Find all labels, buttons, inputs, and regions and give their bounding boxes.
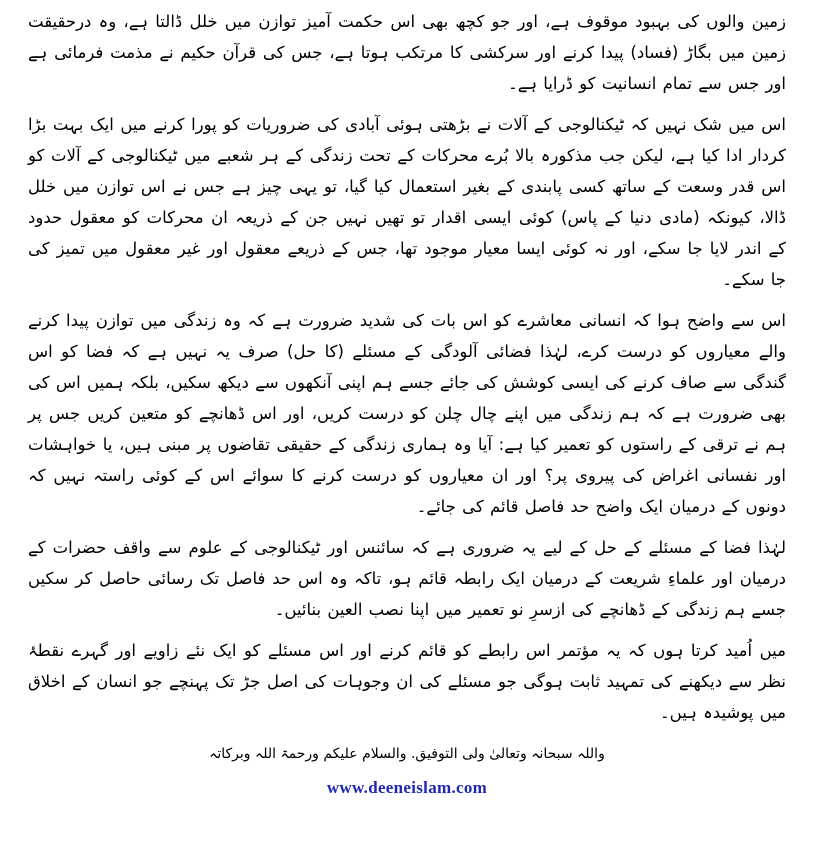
paragraph-5: میں اُمید کرتا ہوں کہ یہ مؤتمر اس رابطے کو قائم کرنے اور اس مسئلے کو ایک نئے زاویے اور گہرے نقطۂ نظر سے دیکھنے کی تمہید ثابت ہوگی جو مسئلے کی ان وجوہات کی اصل جڑ تک پہنچے جو انسان کے اخلاق میں پوشیدہ ہیں۔ bbox=[28, 641, 786, 722]
paragraph-4: لہٰذا فضا کے مسئلے کے حل کے لیے یہ ضروری ہے کہ سائنس اور ٹیکنالوجی کے علوم سے واقف حضرات کے درمیان اور علماءِ شریعت کے درمیان ایک رابطہ قائم ہو، تاکہ وہ اس حد فاصل تک رسائی حاصل کر سکیں جسے ہم زندگی کے ڈھانچے کی ازسرِ نو تعمیر میں اپنا نصب العین بنائیں۔ bbox=[28, 538, 786, 619]
website-link[interactable]: www.deeneislam.com bbox=[326, 778, 488, 797]
paragraph-3: اس سے واضح ہوا کہ انسانی معاشرے کو اس بات کی شدید ضرورت ہے کہ وہ زندگی میں توازن پیدا کرنے والے معیاروں کو درست کرے، لہٰذا فضائی آلودگی کے مسئلے (کا حل) صرف یہ نہیں ہے کہ فضا کو اس گندگی سے صاف کرنے کی ایسی کوشش کی جائے جسے ہم اپنی آنکھوں سے دیکھ سکیں، بلکہ ہمیں اس کی بھی ضرورت ہے کہ ہم زندگی میں اپنے چال چلن کو درست کریں، اور اس ڈھانچے کو متعین کریں جس پر ہم نے ترقی کے راستوں کو تعمیر کیا ہے: آیا وہ ہماری زندگی کے حقیقی تقاضوں پر مبنی ہیں، یا خواہشات اور نفسانی اغراض کی پیروی پر؟ اور ان معیاروں کو درست کرنے کا سوائے اس کے کوئی راستہ نہیں کہ دونوں کے درمیان ایک واضح حد فاصل قائم کی جائے۔ bbox=[28, 311, 786, 516]
closing-salutation: واللہ سبحانہ وتعالیٰ ولی التوفیق. والسلام علیکم ورحمۃ اللہ وبرکاتہ bbox=[209, 746, 605, 762]
document-page bbox=[28, 6, 786, 856]
paragraph-2: اس میں شک نہیں کہ ٹیکنالوجی کے آلات نے بڑھتی ہوئی آبادی کی ضروریات کو پورا کرنے میں ایک بہت بڑا کردار ادا کیا ہے، لیکن جب مذکورہ بالا بُرے محرکات کے تحت زندگی کے ہر شعبے میں ٹیکنالوجی کے آلات کو اس قدر وسعت کے ساتھ کسی پابندی کے بغیر استعمال کیا گیا، تو یہی چیز ہے جس نے اس توازن میں خلل ڈالا، کیونکہ (مادی دنیا کے پاس) کوئی ایسی اقدار تو تھیں نہیں جن کے ذریعہ ان محرکات کو معقول حدود کے اندر لایا جا سکے، اور نہ کوئی ایسا معیار موجود تھا، جس کے ذریعے معقول اور غیر معقول میں تمیز کی جا سکے۔ bbox=[28, 115, 786, 289]
paragraph-1: زمین والوں کی بہبود موقوف ہے، اور جو کچھ بھی اس حکمت آمیز توازن میں خلل ڈالتا ہے، وہ درحقیقت زمین میں بگاڑ (فساد) پیدا کرنے اور سرکشی کا مرتکب ہوتا ہے، جس کی قرآن حکیم نے مذمت فرمائی ہے اور جس سے تمام انسانیت کو ڈرایا ہے۔ bbox=[28, 12, 786, 93]
